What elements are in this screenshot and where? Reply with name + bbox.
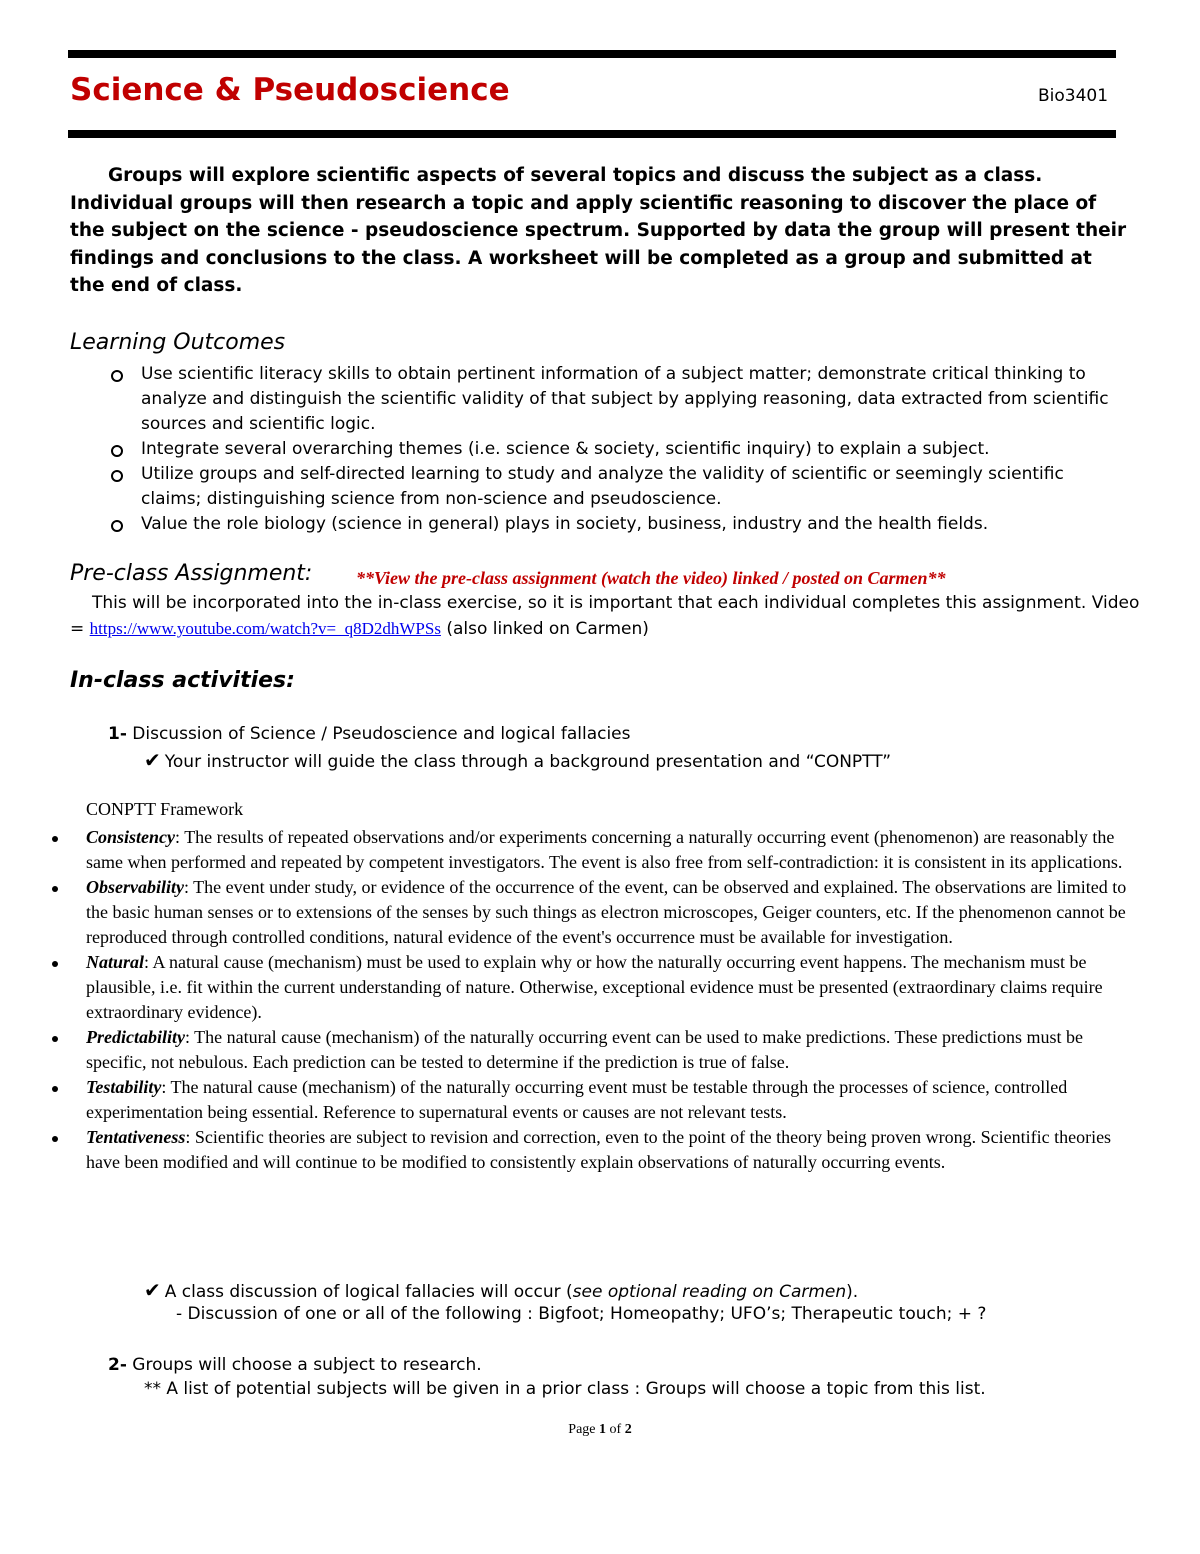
step-1-check: ✔ Your instructor will guide the class through a background presentation and “CONPTT”	[144, 748, 892, 772]
logical-fallacies-check: ✔ A class discussion of logical fallacies will occur (see optional reading on Carmen).	[144, 1278, 859, 1302]
page-number: Page 1 of 2	[568, 1422, 632, 1437]
list-item: Natural: A natural cause (mechanism) must be used to explain why or how the naturally occurring event happens. The mechanism must be plausible, i.e. fit within the current understanding of nature. Otherwise, exceptional evidence must be presented (extraordinary claims require extraordinary evidence).	[50, 950, 1130, 1025]
title-rule	[68, 130, 1116, 138]
hollow-bullet-icon	[111, 445, 123, 457]
video-link[interactable]: https://www.youtube.com/watch?v=_q8D2dhWPSs	[89, 619, 441, 638]
hollow-bullet-icon	[111, 370, 123, 382]
learning-outcomes-heading: Learning Outcomes	[70, 330, 286, 355]
framework-title: CONPTT Framework	[86, 799, 244, 819]
checkmark-icon: ✔	[144, 748, 161, 772]
hollow-bullet-icon	[111, 520, 123, 532]
checkmark-icon: ✔	[144, 1278, 161, 1302]
course-code: Bio3401	[1038, 86, 1109, 106]
bullet-icon	[52, 1086, 58, 1092]
bullet-icon	[52, 1136, 58, 1142]
preclass-note: **View the pre-class assignment (watch the video) linked / posted on Carmen**	[356, 568, 946, 588]
list-item: Consistency: The results of repeated observations and/or experiments concerning a naturally occurring event (phenomenon) are reasonably the same when performed and repeated by competent investigators. The event is also free from self-contradiction: it is consistent in its applications.	[50, 825, 1130, 875]
list-item: Value the role biology (science in general) plays in society, business, industry and the health fields.	[108, 512, 1128, 537]
bullet-icon	[52, 1036, 58, 1042]
page-title: Science & Pseudoscience	[70, 72, 510, 108]
preclass-body: This will be incorporated into the in-class exercise, so it is important that each individual completes this assignment. Video = https://www.youtube.com/watch?v=_q8D2dhWPSs (also linked on Carmen)	[70, 593, 1140, 639]
discussion-topics: - Discussion of one or all of the following : Bigfoot; Homeopathy; UFO’s; Therapeutic touch; + ?	[176, 1304, 987, 1324]
bullet-icon	[52, 886, 58, 892]
framework-list	[50, 825, 1130, 1175]
inclass-heading: In-class activities:	[70, 668, 295, 693]
step-2: 2- Groups will choose a subject to research.	[108, 1355, 482, 1375]
list-item: Integrate several overarching themes (i.e. science & society, scientific inquiry) to explain a subject.	[108, 437, 1128, 462]
list-item: Predictability: The natural cause (mechanism) of the naturally occurring event can be used to make predictions. These predictions must be specific, not nebulous. Each prediction can be tested to determine if the prediction is true of false.	[50, 1025, 1130, 1075]
bullet-icon	[52, 836, 58, 842]
top-rule	[68, 50, 1116, 58]
step-1: 1- Discussion of Science / Pseudoscience and logical fallacies	[108, 724, 631, 744]
hollow-bullet-icon	[111, 470, 123, 482]
learning-outcomes-list	[108, 362, 1128, 537]
preclass-heading: Pre-class Assignment:	[70, 561, 313, 586]
bullet-icon	[52, 961, 58, 967]
list-item: Utilize groups and self-directed learning to study and analyze the validity of scientific or seemingly scientific claims; distinguishing science from non-science and pseudoscience.	[108, 462, 1128, 512]
intro-paragraph: Groups will explore scientific aspects of several topics and discuss the subject as a class. Individual groups will then research a topic and apply scientific reasoning to discover the place of the subject on the science - pseudoscience spectrum. Supported by data the group will present their findings and conclusions to the class. A worksheet will be completed as a group and submitted at the end of class.	[70, 165, 1127, 296]
list-item: Tentativeness: Scientific theories are subject to revision and correction, even to the point of the theory being proven wrong. Scientific theories have been modified and will continue to be modified to consistently explain observations of naturally occurring events.	[50, 1125, 1130, 1175]
list-item: Observability: The event under study, or evidence of the occurrence of the event, can be observed and explained. The observations are limited to the basic human senses or to extensions of the senses by such things as electron microscopes, Geiger counters, etc. If the phenomenon cannot be reproduced through controlled conditions, natural evidence of the event's occurrence must be available for investigation.	[50, 875, 1130, 950]
list-item: Use scientific literacy skills to obtain pertinent information of a subject matter; demonstrate critical thinking to analyze and distinguish the scientific validity of that subject by applying reasoning, data extracted from scientific sources and scientific logic.	[108, 362, 1128, 437]
step-2-note: ** A list of potential subjects will be given in a prior class : Groups will choose a topic from this list.	[144, 1379, 986, 1399]
list-item: Testability: The natural cause (mechanism) of the naturally occurring event must be testable through the processes of science, controlled experimentation being essential. Reference to supernatural events or causes are not relevant tests.	[50, 1075, 1130, 1125]
